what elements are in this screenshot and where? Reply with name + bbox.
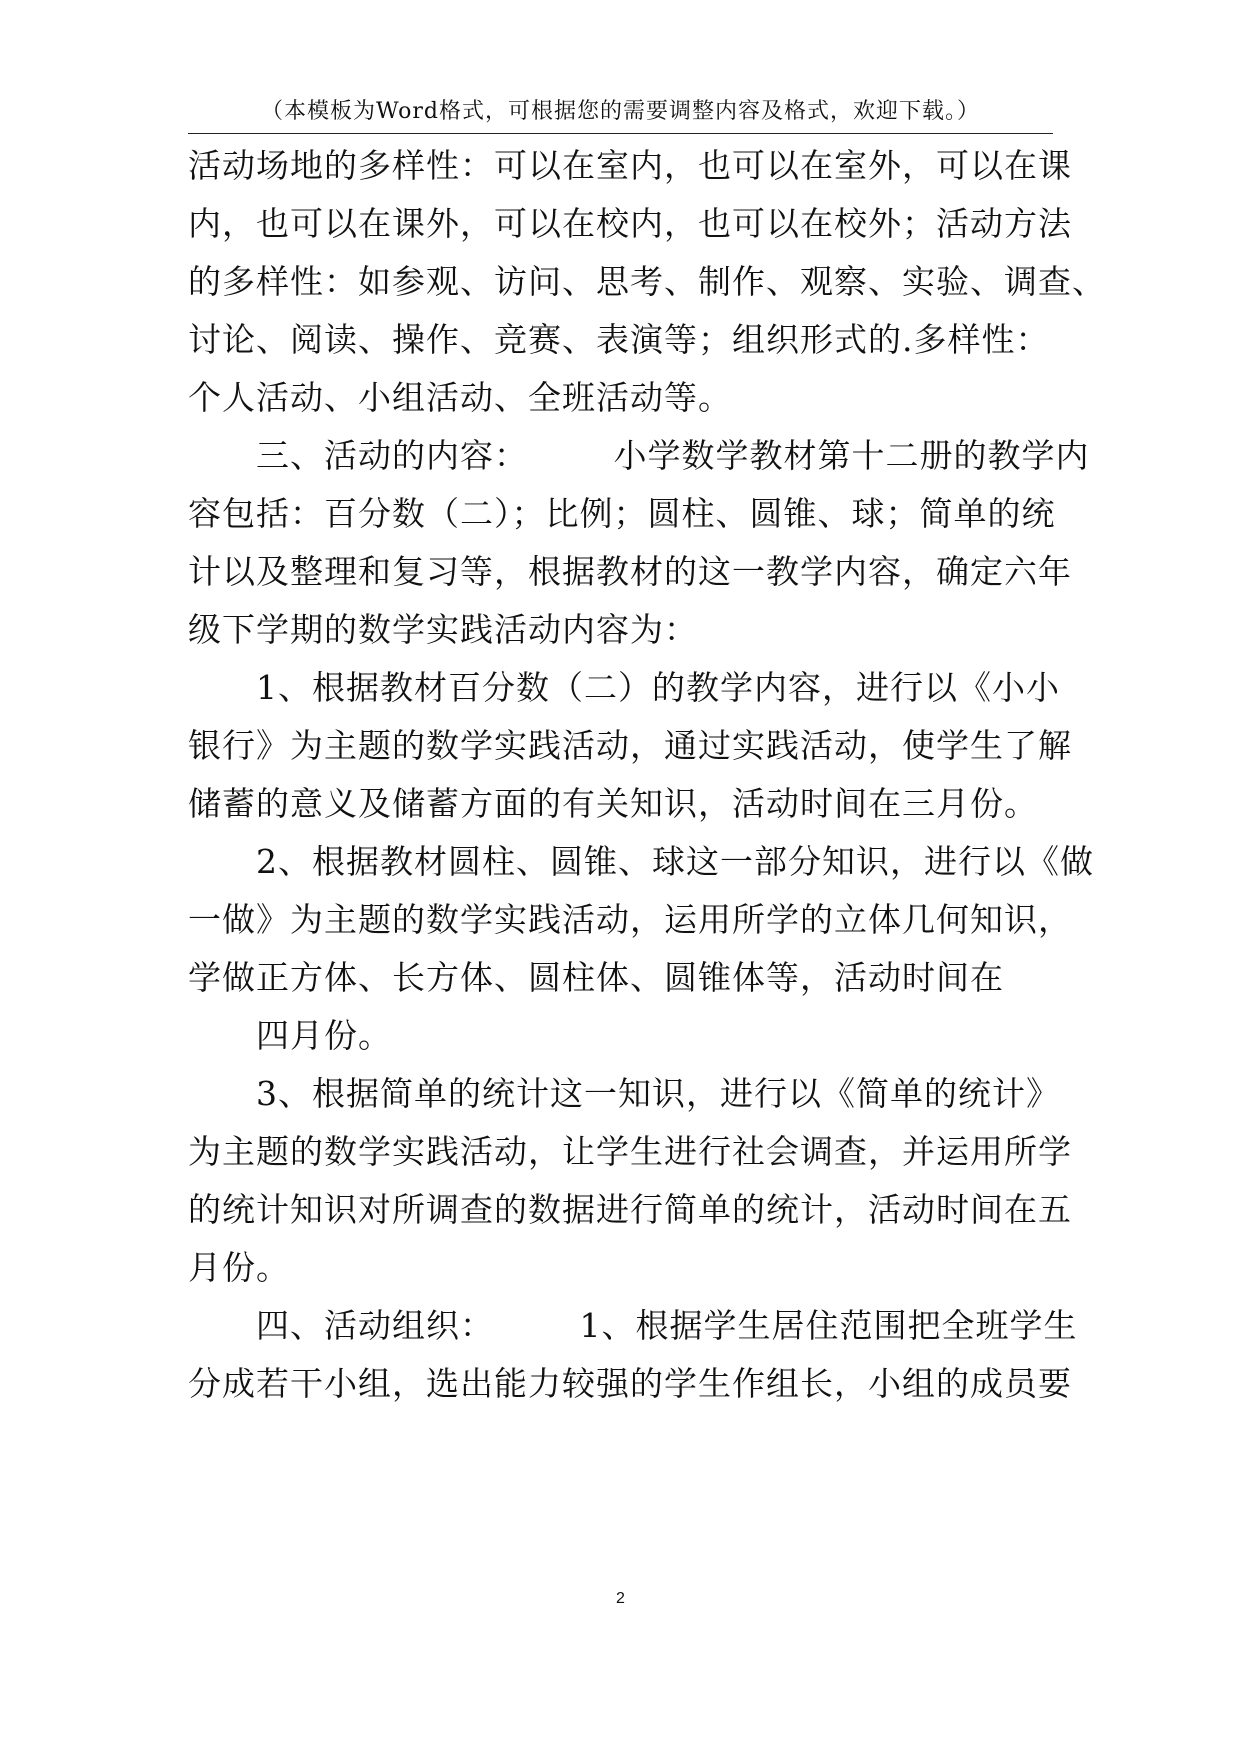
header-divider (188, 133, 1053, 134)
text-line: 计以及整理和复习等，根据教材的这一教学内容，确定六年 (188, 552, 1072, 591)
text-line: 内，也可以在课外，可以在校内，也可以在校外；活动方法 (188, 204, 1072, 243)
text-line: 银行》为主题的数学实践活动，通过实践活动，使学生了解 (188, 726, 1072, 765)
text-line: 的统计知识对所调查的数据进行简单的统计，活动时间在五 (188, 1190, 1072, 1229)
text-line: 个人活动、小组活动、全班活动等。 (188, 378, 732, 417)
page-header: （本模板为Word格式，可根据您的需要调整内容及格式，欢迎下载。） (261, 99, 980, 124)
text-line: 讨论、阅读、操作、竞赛、表演等；组织形式的.多样性： (188, 320, 1050, 359)
list-item-start: 1、根据教材百分数（二）的教学内容，进行以《小小 (256, 668, 1060, 707)
text-line: 级下学期的数学实践活动内容为： (188, 610, 698, 649)
list-item-start: 3、根据简单的统计这一知识，进行以《简单的统计》 (256, 1074, 1060, 1113)
text-line: 为主题的数学实践活动，让学生进行社会调查，并运用所学 (188, 1132, 1072, 1171)
text-line: 储蓄的意义及储蓄方面的有关知识，活动时间在三月份。 (188, 784, 1038, 823)
list-item-start: 2、根据教材圆柱、圆锥、球这一部分知识，进行以《做 (256, 842, 1094, 881)
text-line: 月份。 (188, 1248, 290, 1287)
text-line: 分成若干小组，选出能力较强的学生作组长，小组的成员要 (188, 1364, 1072, 1403)
text-line: 容包括：百分数（二）；比例；圆柱、圆锥、球；简单的统 (188, 494, 1056, 533)
text-line: 四月份。 (256, 1016, 392, 1055)
text-line: 一做》为主题的数学实践活动，运用所学的立体几何知识， (188, 900, 1072, 939)
section-heading: 四、活动组织： 1、根据学生居住范围把全班学生 (256, 1306, 1078, 1345)
text-line: 的多样性：如参观、访问、思考、制作、观察、实验、调查、 (188, 262, 1106, 301)
page-number: 2 (616, 1590, 625, 1607)
text-line: 活动场地的多样性：可以在室内，也可以在室外，可以在课 (188, 146, 1072, 185)
section-heading: 三、活动的内容： 小学数学教材第十二册的教学内 (256, 436, 1090, 475)
text-line: 学做正方体、长方体、圆柱体、圆锥体等，活动时间在 (188, 958, 1004, 997)
